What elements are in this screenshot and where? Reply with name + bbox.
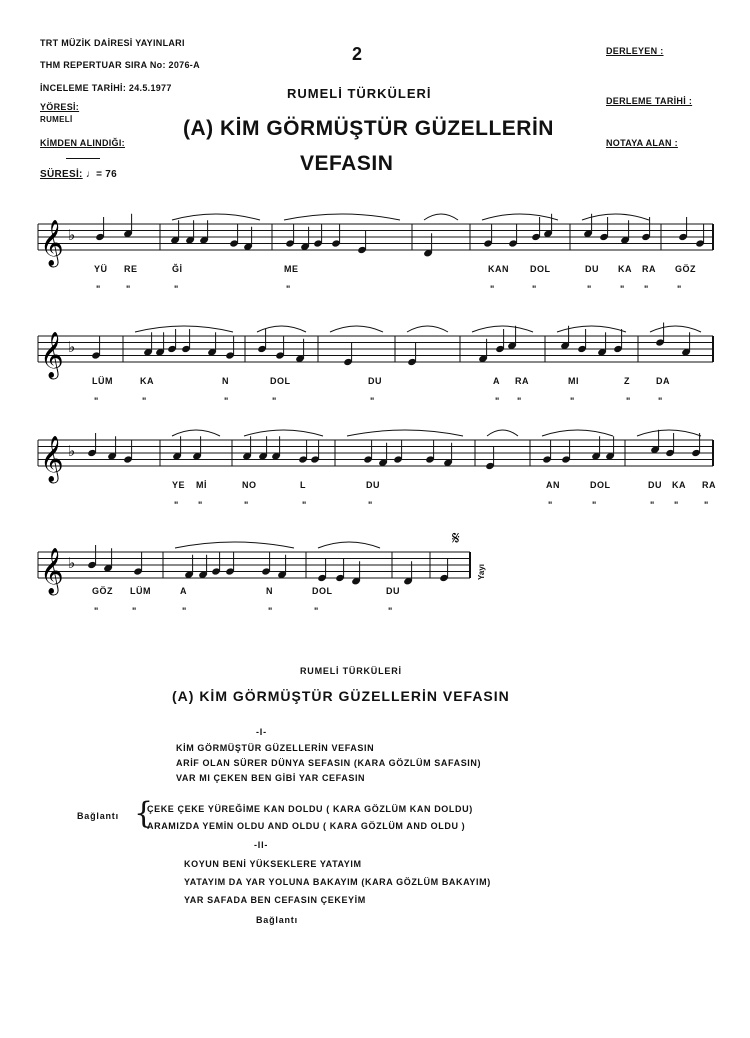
lyric-syllable: A [180,586,187,596]
ditto-mark: " [658,396,663,406]
song-title-line1: (A) KİM GÖRMÜŞTÜR GÜZELLERİN [183,117,554,140]
lyric-syllable: L [300,480,306,490]
lyric-syllable: DOL [270,376,291,386]
verse-line: ARİF OLAN SÜRER DÜNYA SEFASIN (KARA GÖZLÜM SAFASIN) [176,758,482,768]
lyric-syllable: YE [172,480,186,490]
ditto-mark: " [490,284,495,294]
segno-icon: 𝄋 [452,528,460,549]
lyric-syllable: KA [672,480,686,490]
ditto-mark: " [198,500,203,510]
source-label: KİMDEN ALINDIĞI: [40,138,125,148]
category-heading: RUMELİ TÜRKÜLERİ [287,86,432,101]
ditto-mark: " [142,396,147,406]
lyric-syllable: Mİ [196,480,207,490]
ditto-mark: " [314,606,319,616]
ditto-mark: " [244,500,249,510]
lyric-syllable: YÜ [94,264,108,274]
verse-line: ÇEKE ÇEKE YÜREĞİME KAN DOLDU ( KARA GÖZLÜM KAN DOLDU) [147,804,473,814]
lyric-syllable: KA [140,376,154,386]
verse-line: KİM GÖRMÜŞTÜR GÜZELLERİN VEFASIN [176,743,375,753]
ditto-mark: " [644,284,649,294]
verse1-label: -I- [256,727,267,737]
flat-key-signature-icon: ♭ [68,442,76,460]
treble-clef-icon: 𝄞 [40,548,64,594]
slur [172,214,260,220]
staff-system-1 [0,210,750,270]
ditto-mark: " [286,284,291,294]
ditto-mark: " [94,396,99,406]
lyric-syllable: DU [585,264,599,274]
ditto-mark: " [620,284,625,294]
treble-clef-icon: 𝄞 [40,220,64,266]
treble-clef-icon: 𝄞 [40,436,64,482]
lyric-syllable: RA [702,480,716,490]
flat-key-signature-icon: ♭ [68,226,76,244]
ditto-mark: " [272,396,277,406]
lyric-syllable: N [266,586,273,596]
ditto-mark: " [674,500,679,510]
ditto-mark: " [182,606,187,616]
slur [284,214,400,220]
lyric-syllable: N [222,376,229,386]
ditto-mark: " [174,284,179,294]
lyric-syllable: DU [648,480,662,490]
ditto-mark: " [224,396,229,406]
region-label: YÖRESİ: [40,102,80,112]
verse-line: VAR MI ÇEKEN BEN GİBİ YAR CEFASIN [176,773,366,783]
treble-clef-icon: 𝄞 [40,332,64,378]
notated-by-label: NOTAYA ALAN : [606,138,678,148]
slur [424,214,458,220]
verse2 [184,855,491,909]
lyric-syllable: DU [366,480,380,490]
refrain-reference: Bağlantı [256,915,298,925]
refrain-label: Bağlantı [77,811,119,821]
ditto-mark: " [548,500,553,510]
lyric-syllable: RA [642,264,656,274]
ditto-mark: " [370,396,375,406]
publisher-line: TRT MÜZİK DAİRESİ YAYINLARI [40,38,185,48]
flat-key-signature-icon: ♭ [68,338,76,356]
song-title-line2: VEFASIN [300,152,394,175]
lyric-syllable: KAN [488,264,509,274]
slur [175,542,294,548]
ditto-mark: " [94,606,99,616]
verse1 [176,741,481,786]
slur [407,326,448,332]
slur [637,430,701,436]
flat-key-signature-icon: ♭ [68,554,76,572]
staff-system-2 [0,322,750,382]
verse-line: ARAMIZDA YEMİN OLDU AND OLDU ( KARA GÖZLÜM AND OLDU ) [147,821,466,831]
slur [244,430,323,436]
ditto-mark: " [587,284,592,294]
lyric-syllable: GÖZ [92,586,113,596]
ditto-mark: " [174,500,179,510]
collection-date-label: DERLEME TARİHİ : [606,96,693,106]
lyric-syllable: MI [568,376,579,386]
refrain-brace: { [134,796,154,831]
lyric-syllable: LÜM [130,586,151,596]
lyric-syllable: NO [242,480,257,490]
ditto-mark: " [388,606,393,616]
source-underline [66,158,100,159]
lyric-syllable: DOL [590,480,611,490]
yayi-mark: Yayı [477,563,486,580]
staff-system-3 [0,426,750,486]
tempo-mark: ♩= 76 [85,169,118,180]
region-value: RUMELİ [40,115,73,124]
lyric-syllable: RE [124,264,138,274]
lyric-syllable: DA [656,376,670,386]
lyric-syllable: DU [368,376,382,386]
duration-label: SÜRESİ: ♩= 76 [40,169,118,180]
lyric-syllable: A [493,376,500,386]
slur [482,214,558,220]
lyric-syllable: Ğİ [172,264,183,274]
lyric-syllable: KA [618,264,632,274]
lyric-syllable: DU [386,586,400,596]
ditto-mark: " [517,396,522,406]
lyric-syllable: GÖZ [675,264,696,274]
lyrics-title: (A) KİM GÖRMÜŞTÜR GÜZELLERİN VEFASIN [172,688,510,704]
slur [472,326,533,332]
slur [557,326,626,332]
refrain [147,801,473,835]
page-number: 2 [352,44,363,64]
slur [542,430,613,436]
ditto-mark: " [704,500,709,510]
slur [330,326,383,332]
verse-line: YATAYIM DA YAR YOLUNA BAKAYIM (KARA GÖZLÜM BAKAYIM) [184,877,491,887]
verse2-label: -II- [254,840,269,850]
repertoire-number: THM REPERTUAR SIRA No: 2076-A [40,60,200,70]
lyric-syllable: LÜM [92,376,113,386]
ditto-mark: " [626,396,631,406]
review-date: İNCELEME TARİHİ: 24.5.1977 [40,83,172,93]
verse-line: YAR SAFADA BEN CEFASIN ÇEKEYİM [184,895,366,905]
ditto-mark: " [677,284,682,294]
slur [135,326,233,332]
lyric-syllable: RA [515,376,529,386]
ditto-mark: " [570,396,575,406]
lyric-syllable: ME [284,264,299,274]
ditto-mark: " [592,500,597,510]
lyric-syllable: DOL [312,586,333,596]
ditto-mark: " [268,606,273,616]
collector-label: DERLEYEN : [606,46,664,56]
lyric-syllable: DOL [530,264,551,274]
slur [172,430,220,436]
slur [318,542,380,548]
ditto-mark: " [650,500,655,510]
ditto-mark: " [532,284,537,294]
ditto-mark: " [368,500,373,510]
ditto-mark: " [96,284,101,294]
lyrics-category: RUMELİ TÜRKÜLERİ [300,666,402,676]
ditto-mark: " [132,606,137,616]
slur [347,430,463,436]
verse-line: KOYUN BENİ YÜKSEKLERE YATAYIM [184,859,362,869]
lyric-syllable: AN [546,480,560,490]
ditto-mark: " [302,500,307,510]
slur [650,326,701,332]
slur [487,430,518,436]
ditto-mark: " [495,396,500,406]
ditto-mark: " [126,284,131,294]
slur [257,326,306,332]
lyric-syllable: Z [624,376,630,386]
